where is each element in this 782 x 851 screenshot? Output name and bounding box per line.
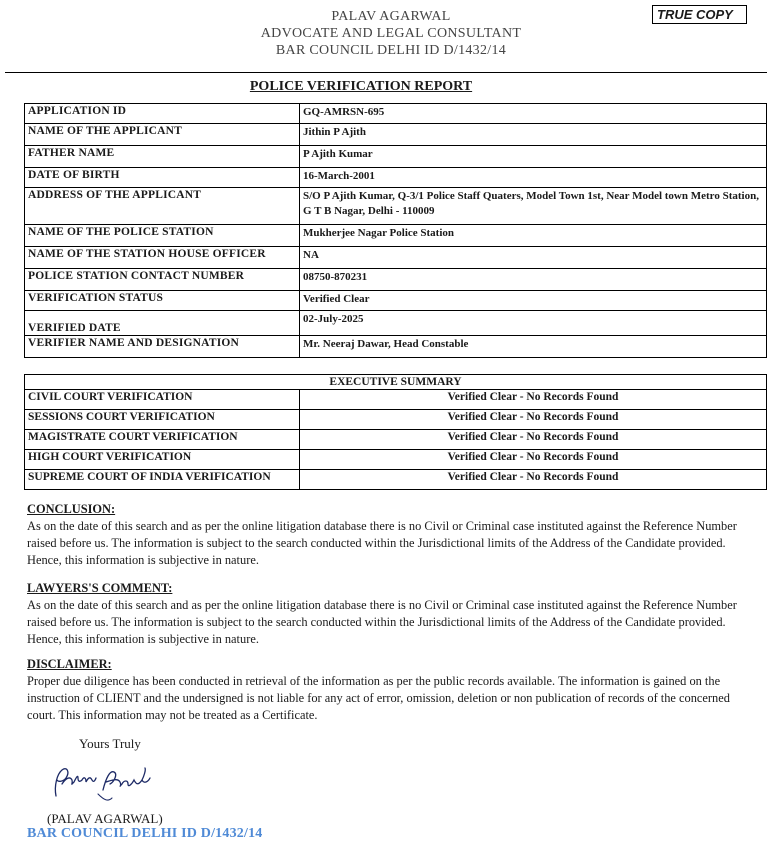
details-label: DATE OF BIRTH xyxy=(25,168,300,188)
advocate-bar-id: BAR COUNCIL DELHI ID D/1432/14 xyxy=(275,43,507,58)
summary-value: Verified Clear - No Records Found xyxy=(300,450,767,470)
details-label: FATHER NAME xyxy=(25,146,300,168)
details-row xyxy=(25,104,767,124)
details-row xyxy=(25,311,767,336)
disclaimer-text: Proper due diligence has been conducted in retrieval of the information as per the public records available. The information is gained on the instruction of CLIENT and the undersigned is not liable for any act of error, omission, deletion or non publication of records of the concerned court. This information may not be treated as a Certificate. xyxy=(27,674,730,722)
details-label: NAME OF THE APPLICANT xyxy=(25,124,300,146)
details-row xyxy=(25,291,767,311)
advocate-role: ADVOCATE AND LEGAL CONSULTANT xyxy=(260,26,522,41)
signatory-bar-id: BAR COUNCIL DELHI ID D/1432/14 xyxy=(27,826,263,841)
details-value: 02-July-2025 xyxy=(300,311,767,336)
summary-label: SUPREME COURT OF INDIA VERIFICATION xyxy=(25,470,300,490)
details-row xyxy=(25,168,767,188)
report-title xyxy=(0,79,722,95)
details-label: VERIFIED DATE xyxy=(25,311,300,336)
summary-row xyxy=(25,410,767,430)
details-row xyxy=(25,188,767,225)
summary-label: SESSIONS COURT VERIFICATION xyxy=(25,410,300,430)
summary-value: Verified Clear - No Records Found xyxy=(300,410,767,430)
details-label: VERIFIER NAME AND DESIGNATION xyxy=(25,336,300,358)
details-row xyxy=(25,247,767,269)
details-table xyxy=(24,103,767,358)
details-row xyxy=(25,336,767,358)
details-row xyxy=(25,124,767,146)
summary-value: Verified Clear - No Records Found xyxy=(300,390,767,410)
details-label: APPLICATION ID xyxy=(25,104,300,124)
details-label: NAME OF THE STATION HOUSE OFFICER xyxy=(25,247,300,269)
summary-heading-row xyxy=(25,375,767,390)
details-value: GQ-AMRSN-695 xyxy=(300,104,767,124)
summary-row xyxy=(25,390,767,410)
details-row xyxy=(25,225,767,247)
details-value: Jithin P Ajith xyxy=(300,124,767,146)
true-copy-stamp: TRUE COPY xyxy=(652,5,747,24)
details-value: 16-March-2001 xyxy=(300,168,767,188)
details-value: Mr. Neeraj Dawar, Head Constable xyxy=(300,336,767,358)
details-label: ADDRESS OF THE APPLICANT xyxy=(25,188,300,225)
disclaimer-section xyxy=(27,656,757,724)
executive-summary-table xyxy=(24,374,767,490)
details-value: NA xyxy=(300,247,767,269)
comment-heading: LAWYERS'S COMMENT: xyxy=(27,581,173,595)
summary-row xyxy=(25,430,767,450)
details-label: NAME OF THE POLICE STATION xyxy=(25,225,300,247)
header-divider xyxy=(5,72,767,73)
summary-value: Verified Clear - No Records Found xyxy=(300,430,767,450)
signatory-name: (PALAV AGARWAL) xyxy=(47,811,163,826)
disclaimer-heading: DISCLAIMER: xyxy=(27,657,112,671)
closing-text: Yours Truly xyxy=(79,736,141,751)
conclusion-section xyxy=(27,501,757,569)
summary-label: CIVIL COURT VERIFICATION xyxy=(25,390,300,410)
details-value: S/O P Ajith Kumar, Q-3/1 Police Staff Quaters, Model Town 1st, Near Model town Metro Station, G T B Nagar, Delhi - 110009 xyxy=(300,188,767,225)
details-value: Mukherjee Nagar Police Station xyxy=(300,225,767,247)
details-row xyxy=(25,146,767,168)
summary-row xyxy=(25,450,767,470)
details-row xyxy=(25,269,767,291)
summary-value: Verified Clear - No Records Found xyxy=(300,470,767,490)
summary-row xyxy=(25,470,767,490)
details-value: 08750-870231 xyxy=(300,269,767,291)
conclusion-text: As on the date of this search and as per the online litigation database there is no Civil or Criminal case instituted against the Reference Number raised before us. The information is subject to the search conducted within the Jurisdictional limits of the Address of the Candidate provided. Hence, this information is subjective in nature. xyxy=(27,519,737,567)
comment-text: As on the date of this search and as per the online litigation database there is no Civil or Criminal case instituted against the Reference Number raised before us. The information is subject to the search conducted within the Jurisdictional limits of the Address of the Candidate provided. Hence, this information is subjective in nature. xyxy=(27,598,737,646)
handwritten-signature xyxy=(48,760,158,805)
details-label: VERIFICATION STATUS xyxy=(25,291,300,311)
report-title-text: POLICE VERIFICATION REPORT xyxy=(249,79,473,94)
conclusion-heading: CONCLUSION: xyxy=(27,502,116,516)
details-value: P Ajith Kumar xyxy=(300,146,767,168)
summary-label: MAGISTRATE COURT VERIFICATION xyxy=(25,430,300,450)
comment-section xyxy=(27,580,757,648)
summary-label: HIGH COURT VERIFICATION xyxy=(25,450,300,470)
details-label: POLICE STATION CONTACT NUMBER xyxy=(25,269,300,291)
summary-heading: EXECUTIVE SUMMARY xyxy=(25,375,767,390)
details-value: Verified Clear xyxy=(300,291,767,311)
advocate-name: PALAV AGARWAL xyxy=(331,9,451,24)
